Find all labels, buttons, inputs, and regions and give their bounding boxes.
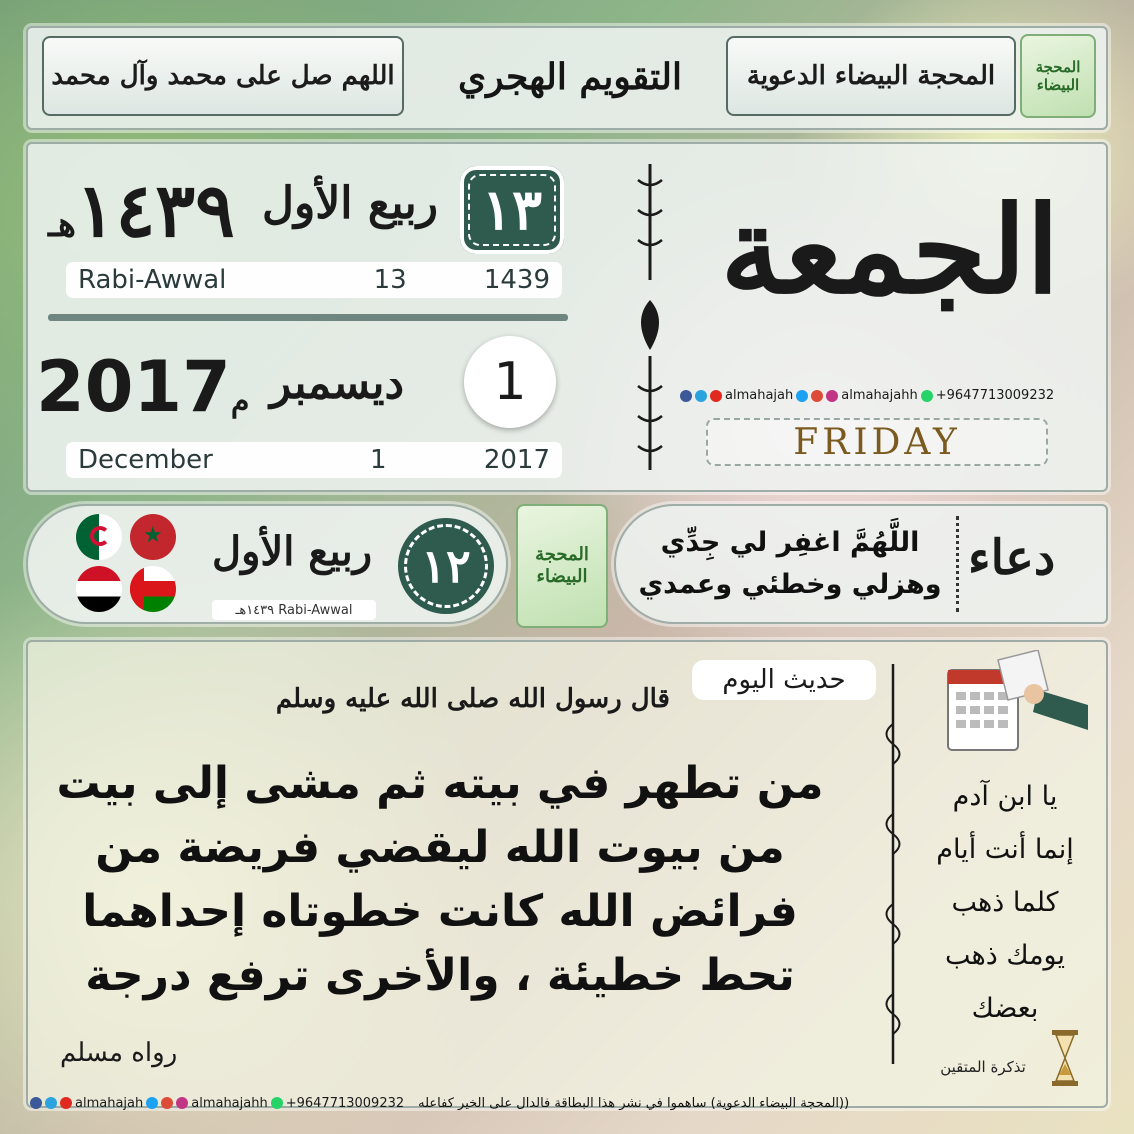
- other-day-badge: [398, 518, 494, 614]
- side-caption-text: تذكرة المتقين: [940, 1058, 1026, 1076]
- dua-text: [630, 522, 950, 606]
- gregorian-year-suffix: م: [230, 384, 250, 419]
- youtube-icon[interactable]: [710, 390, 722, 402]
- footer-bar: [30, 1090, 1126, 1116]
- hijri-year: [48, 168, 235, 254]
- side-quote-line-5: بعضك: [971, 993, 1039, 1024]
- hijri-month-text: ربيع الأول: [262, 178, 439, 229]
- hourglass-icon: [1052, 1030, 1078, 1086]
- side-quote-line-1: يا ابن آدم: [952, 781, 1058, 812]
- gregorian-year-value: 2017: [36, 346, 231, 428]
- hadith-source-text: رواه مسلم: [60, 1038, 178, 1068]
- whatsapp-icon[interactable]: [271, 1097, 283, 1109]
- weekday-arabic-text: الجمعة: [720, 180, 1060, 321]
- egypt-flag-icon: [76, 566, 122, 612]
- phone-number[interactable]: +9647713009232: [285, 1095, 405, 1111]
- google-plus-icon[interactable]: [811, 390, 823, 402]
- side-ornament: [880, 664, 906, 1064]
- other-month-text: ربيع الأول: [212, 528, 373, 575]
- instagram-icon[interactable]: [176, 1097, 188, 1109]
- side-quote-line-2: إنما أنت أيام: [936, 834, 1074, 865]
- handle-2[interactable]: almahajahh: [191, 1095, 268, 1111]
- hijri-year-value: ١٤٣٩: [75, 168, 235, 254]
- phone-number[interactable]: +9647713009232: [935, 388, 1055, 403]
- hadith-body: [52, 752, 828, 1008]
- hadith-badge-text: حديث اليوم: [722, 665, 846, 695]
- gregorian-month-en: December: [78, 445, 213, 475]
- hadith-line-1: من تطهر في بيته ثم مشى إلى بيت: [56, 758, 824, 809]
- logo-text: المحجة البيضاء: [1035, 58, 1081, 94]
- algeria-flag-icon: [76, 514, 122, 560]
- date-divider: [48, 314, 568, 321]
- youtube-icon[interactable]: [60, 1097, 72, 1109]
- gregorian-en-row: [66, 442, 562, 478]
- calendar-title-text: التقويم الهجري: [458, 56, 682, 98]
- morocco-flag-icon: ★: [130, 514, 176, 560]
- hadith-badge: [692, 660, 876, 700]
- dua-divider: [956, 516, 960, 612]
- side-quote-line-3: كلما ذهب: [951, 887, 1059, 918]
- hijri-day-value: ١٣: [481, 177, 543, 243]
- handle-1[interactable]: almahajah: [75, 1095, 144, 1111]
- footer-text: ((المحجة البيضاء الدعوية) ساهموا في نشر هذا البطاقة فالدال على الخير كفاعله: [418, 1095, 850, 1111]
- gregorian-month-text: ديسمبر: [270, 358, 405, 409]
- hijri-month: [262, 178, 438, 229]
- facebook-icon[interactable]: [30, 1097, 42, 1109]
- other-subtitle-pill: [212, 600, 376, 620]
- dua-line-1: اللَّهُمَّ اغفِر لي جِدِّي: [660, 527, 920, 558]
- gregorian-day-value: 1: [493, 352, 527, 412]
- hijri-en-row: [66, 262, 562, 298]
- dua-line-2: وهزلي وخطئي وعمدي: [638, 569, 942, 600]
- hadith-line-4: تحط خطيئة ، والأخرى ترفع درجة: [85, 950, 795, 1001]
- small-logo: [516, 504, 608, 628]
- telegram-icon[interactable]: [45, 1097, 57, 1109]
- salawat-text: اللهم صل على محمد وآل محمد: [51, 61, 395, 91]
- handle-2[interactable]: almahajahh: [841, 388, 918, 403]
- gregorian-month: [270, 358, 404, 409]
- hadith-intro: [270, 684, 670, 714]
- hadith-source: [60, 1038, 177, 1068]
- side-quote: [910, 770, 1100, 1035]
- gregorian-day-badge: [464, 336, 556, 428]
- other-subtitle: ١٤٣٩هـ Rabi-Awwal: [235, 602, 353, 618]
- side-caption: [920, 1058, 1046, 1076]
- gregorian-year-en: 2017: [483, 445, 550, 475]
- hijri-year-suffix: هـ: [48, 205, 76, 245]
- social-row-top: [680, 388, 1054, 403]
- calendar-hand-icon: [938, 650, 1088, 760]
- handle-1[interactable]: almahajah: [725, 388, 794, 403]
- hadith-line-2: من بيوت الله ليقضي فريضة من: [95, 822, 785, 873]
- gregorian-day-en: 1: [370, 445, 387, 475]
- dua-label: [968, 530, 1055, 586]
- hadith-intro-text: قال رسول الله صلى الله عليه وسلم: [275, 684, 670, 714]
- salawat-banner: [42, 36, 404, 116]
- twitter-icon[interactable]: [146, 1097, 158, 1109]
- twitter-icon[interactable]: [796, 390, 808, 402]
- hijri-month-en: Rabi-Awwal: [78, 265, 227, 295]
- weekday-english: FRIDAY: [793, 421, 961, 463]
- other-day-value: ١٢: [421, 539, 471, 593]
- small-logo-text: المحجة البيضاء: [535, 543, 589, 587]
- gregorian-year: [36, 346, 249, 428]
- google-plus-icon[interactable]: [161, 1097, 173, 1109]
- instagram-icon[interactable]: [826, 390, 838, 402]
- other-month: [212, 528, 372, 575]
- telegram-icon[interactable]: [695, 390, 707, 402]
- org-logo: [1020, 34, 1096, 118]
- calendar-title: [420, 34, 720, 120]
- side-quote-line-4: يومك ذهب: [944, 940, 1066, 971]
- oman-flag-icon: [130, 566, 176, 612]
- whatsapp-icon[interactable]: [921, 390, 933, 402]
- hijri-year-en: 1439: [483, 265, 550, 295]
- weekday-english-box: [706, 418, 1048, 466]
- ornament-divider: [628, 160, 672, 478]
- hijri-day-badge: [460, 166, 564, 254]
- facebook-icon[interactable]: [680, 390, 692, 402]
- hadith-line-3: فرائض الله كانت خطوتاه إحداهما: [82, 886, 798, 937]
- org-name: المحجة البيضاء الدعوية: [746, 61, 996, 91]
- dua-label-text: دعاء: [968, 530, 1056, 586]
- social-row-bottom: [30, 1096, 404, 1111]
- vine-ornament-icon: [880, 664, 906, 1064]
- org-banner: [726, 36, 1016, 116]
- weekday-arabic: [690, 180, 1090, 321]
- hijri-day-en: 13: [373, 265, 407, 295]
- ornament-icon: [628, 160, 672, 478]
